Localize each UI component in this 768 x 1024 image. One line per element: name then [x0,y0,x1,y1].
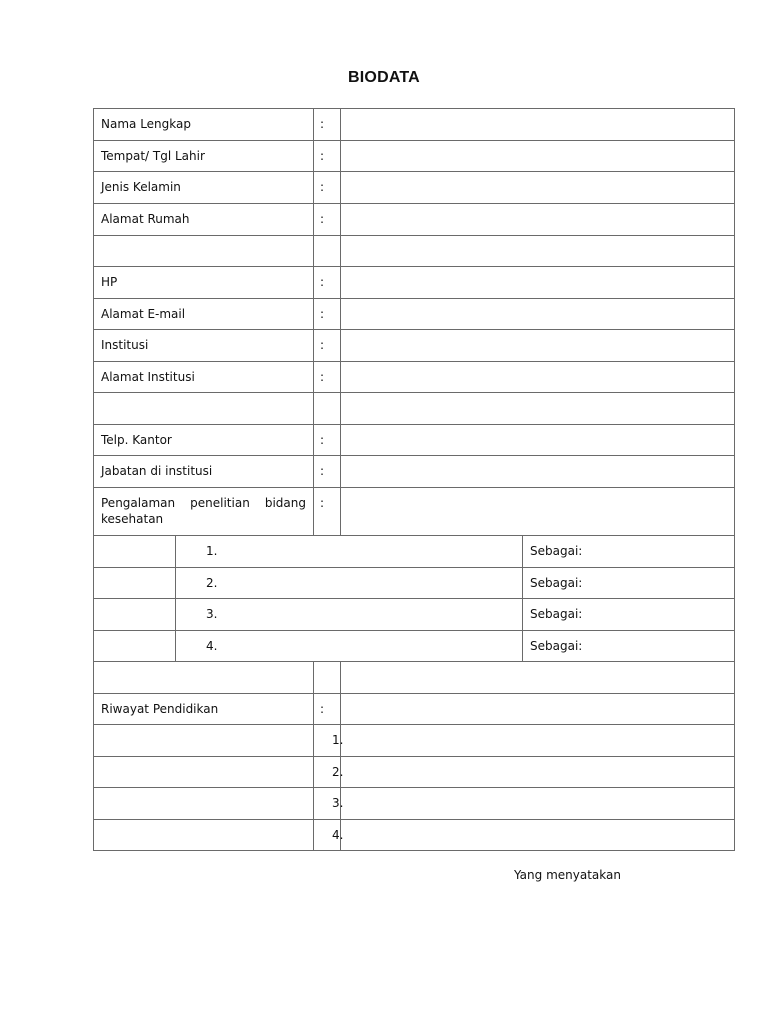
empty-cell [314,662,341,694]
empty-cell [94,757,314,788]
colon: : [314,267,341,299]
label-alamat-email: Alamat E-mail [94,299,314,330]
empty-cell [341,662,735,694]
empty-cell [94,393,314,425]
input-telp-kantor[interactable] [341,425,735,456]
education-number-3: 3. [314,788,341,820]
colon: : [314,141,341,172]
empty-cell [314,393,341,425]
education-number-2: 2. [314,757,341,788]
label-alamat-institusi: Alamat Institusi [94,362,314,393]
colon: : [314,425,341,456]
label-hp: HP [94,267,314,299]
experience-item-3[interactable]: 3. [176,599,523,631]
label-riwayat-pendidikan: Riwayat Pendidikan [94,694,314,725]
input-alamat-institusi-line2[interactable] [341,393,735,425]
colon: : [314,456,341,488]
input-jenis-kelamin[interactable] [341,172,735,204]
input-jabatan[interactable] [341,456,735,488]
label-tempat-tgl-lahir: Tempat/ Tgl Lahir [94,141,314,172]
education-item-4[interactable] [341,820,735,851]
label-alamat-rumah: Alamat Rumah [94,204,314,236]
label-telp-kantor: Telp. Kantor [94,425,314,456]
empty-cell [94,662,314,694]
input-nama-lengkap[interactable] [341,109,735,141]
input-alamat-institusi[interactable] [341,362,735,393]
document-title: BIODATA [348,69,420,86]
empty-cell [314,236,341,267]
colon: : [314,172,341,204]
empty-cell [94,536,176,568]
colon: : [314,488,341,536]
input-tempat-tgl-lahir[interactable] [341,141,735,172]
empty-cell [94,820,314,851]
label-institusi: Institusi [94,330,314,362]
input-institusi[interactable] [341,330,735,362]
empty-cell [94,599,176,631]
input-alamat-rumah-line2[interactable] [341,236,735,267]
signature-label: Yang menyatakan [514,868,621,882]
input-riwayat-pendidikan[interactable] [341,694,735,725]
input-pengalaman-penelitian[interactable] [341,488,735,536]
education-number-4: 4. [314,820,341,851]
experience-item-2[interactable]: 2. [176,568,523,599]
education-number-1: 1. [314,725,341,757]
education-item-1[interactable] [341,725,735,757]
experience-role-4[interactable]: Sebagai: [523,631,735,662]
experience-role-2[interactable]: Sebagai: [523,568,735,599]
experience-role-1[interactable]: Sebagai: [523,536,735,568]
empty-cell [94,725,314,757]
label-jenis-kelamin: Jenis Kelamin [94,172,314,204]
experience-role-3[interactable]: Sebagai: [523,599,735,631]
experience-item-4[interactable]: 4. [176,631,523,662]
label-pengalaman-penelitian: Pengalaman penelitian bidang kesehatan [94,488,314,536]
input-alamat-email[interactable] [341,299,735,330]
colon: : [314,299,341,330]
colon: : [314,694,341,725]
colon: : [314,204,341,236]
colon: : [314,362,341,393]
education-item-3[interactable] [341,788,735,820]
biodata-form [93,108,735,851]
input-hp[interactable] [341,267,735,299]
experience-item-1[interactable]: 1. [176,536,523,568]
education-item-2[interactable] [341,757,735,788]
colon: : [314,109,341,141]
empty-cell [94,236,314,267]
empty-cell [94,568,176,599]
label-jabatan: Jabatan di institusi [94,456,314,488]
empty-cell [94,788,314,820]
label-nama-lengkap: Nama Lengkap [94,109,314,141]
input-alamat-rumah[interactable] [341,204,735,236]
empty-cell [94,631,176,662]
colon: : [314,330,341,362]
